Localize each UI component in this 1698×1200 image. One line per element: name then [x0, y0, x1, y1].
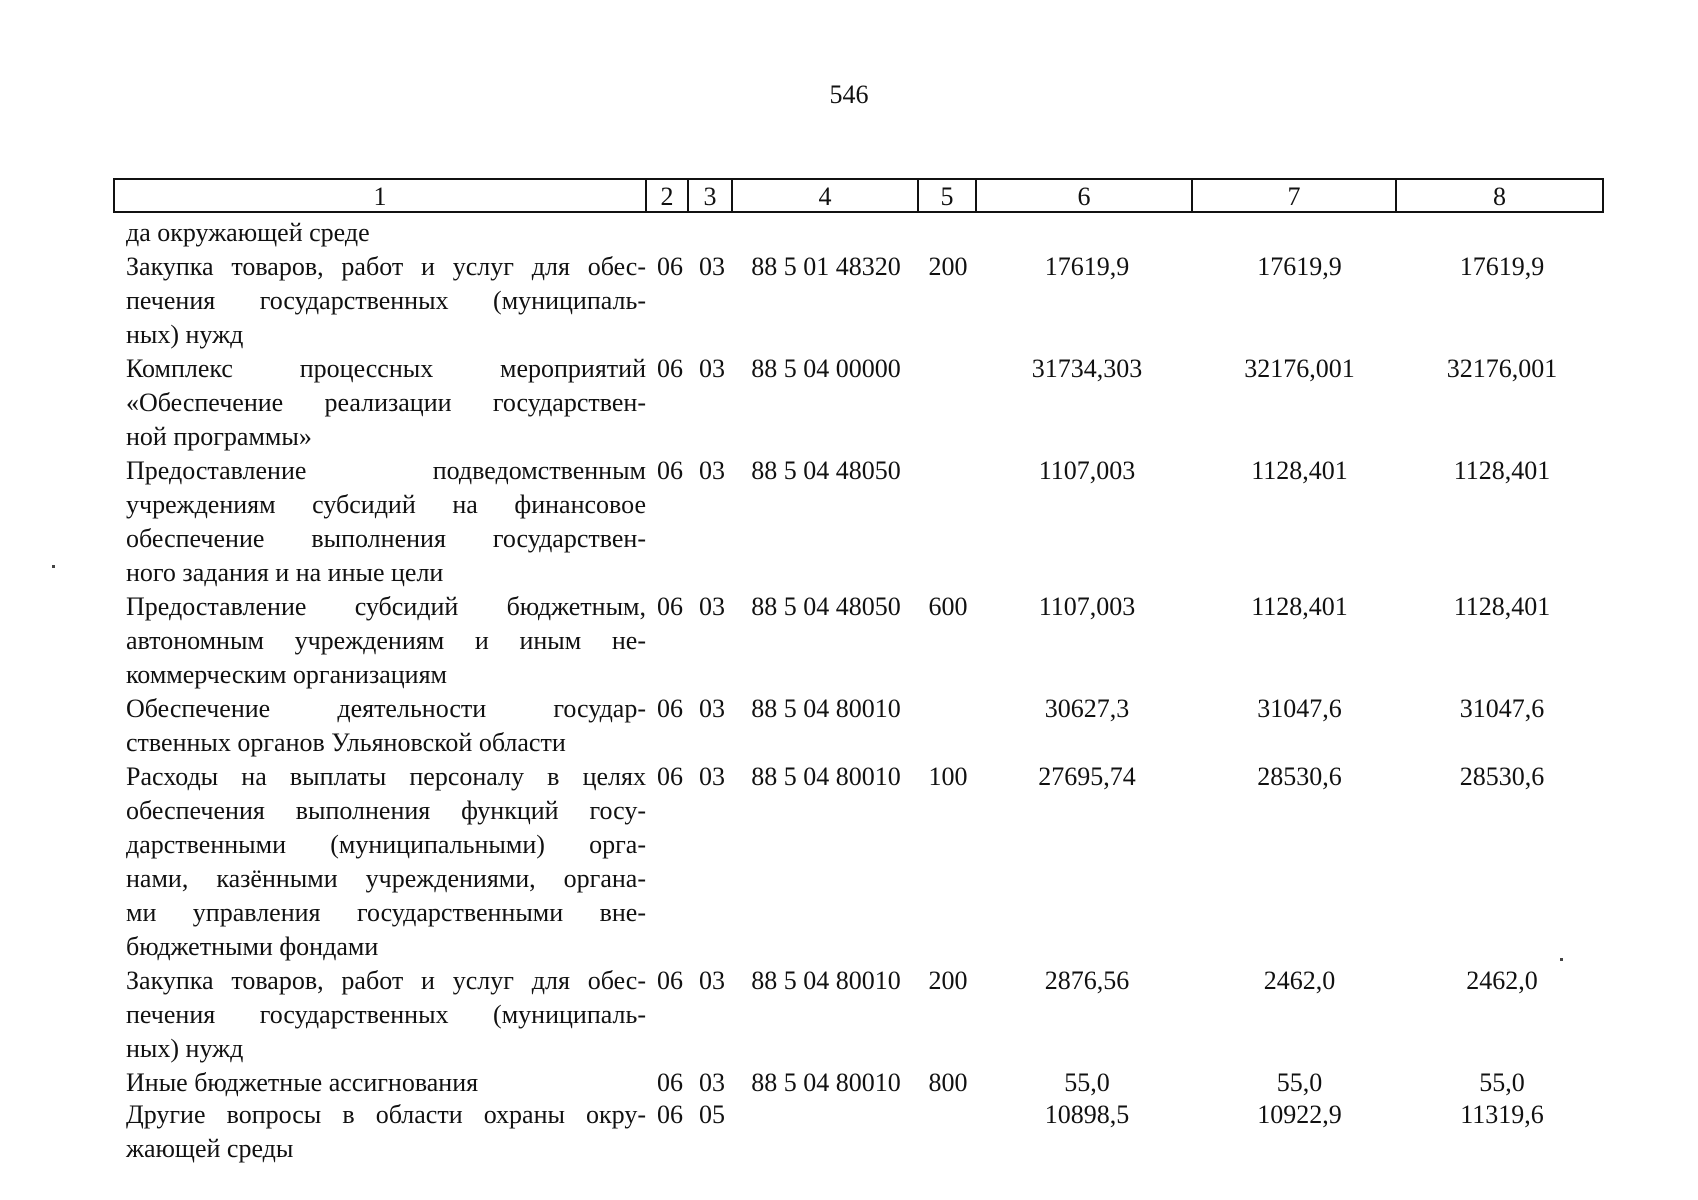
- row-col-6: 1107,003: [1038, 456, 1136, 485]
- row-desc-line: коммерческим организациям: [126, 660, 448, 689]
- header-col-4: 4: [733, 180, 919, 211]
- row-col-4: 88 5 04 48050: [751, 456, 901, 485]
- row-col-8: 2462,0: [1466, 966, 1538, 995]
- row-col-6: 2876,56: [1044, 966, 1130, 995]
- row-description: [126, 590, 646, 692]
- row-desc-line: печения государственных (муниципаль-: [126, 1000, 646, 1029]
- row-col-8: 32176,001: [1446, 354, 1558, 383]
- row-col-7: 28530,6: [1257, 762, 1342, 791]
- row-col-7: 55,0: [1276, 1068, 1323, 1097]
- row-desc-line: да окружающей среде: [126, 218, 370, 247]
- row-col-2: 06: [657, 252, 683, 281]
- row-col-2: 06: [657, 966, 683, 995]
- row-desc-line: нами, казёнными учреждениями, органа-: [126, 864, 646, 893]
- row-col-5: 100: [928, 762, 968, 791]
- row-desc-line: Другие вопросы в области охраны окру-: [126, 1100, 646, 1129]
- row-col-2: 06: [657, 1068, 683, 1097]
- row-description: [126, 454, 646, 590]
- row-desc-line: ных) нужд: [126, 1034, 244, 1063]
- row-col-3: 03: [699, 694, 725, 723]
- row-col-2: 06: [657, 762, 683, 791]
- row-desc-line: обеспечение выполнения государствен-: [126, 524, 646, 553]
- row-col-5: 200: [928, 966, 968, 995]
- row-col-2: 06: [657, 1100, 683, 1129]
- header-col-5: 5: [919, 180, 977, 211]
- row-desc-line: Комплекс процессных мероприятий: [126, 354, 646, 383]
- scan-speck: [1560, 958, 1563, 961]
- row-col-7: 17619,9: [1257, 252, 1342, 281]
- row-desc-line: ственных органов Ульяновской области: [126, 728, 566, 757]
- row-desc-line: ного задания и на иные цели: [126, 558, 444, 587]
- row-description: [126, 352, 646, 454]
- header-col-1: 1: [115, 180, 647, 211]
- row-col-5: 800: [928, 1068, 968, 1097]
- row-desc-line: «Обеспечение реализации государствен-: [126, 388, 646, 417]
- row-col-6: 27695,74: [1038, 762, 1136, 791]
- row-desc-line: учреждениям субсидий на финансовое: [126, 490, 646, 519]
- header-col-8: 8: [1493, 182, 1506, 211]
- header-col-6: 6: [977, 180, 1193, 211]
- scan-speck: [52, 565, 55, 568]
- header-col-2: 2: [647, 180, 689, 211]
- row-description: [126, 250, 646, 352]
- row-description: [126, 216, 646, 250]
- row-col-7: 10922,9: [1257, 1100, 1342, 1129]
- row-col-7: 1128,401: [1251, 456, 1348, 485]
- row-desc-line: ми управления государственными вне-: [126, 898, 646, 927]
- row-desc-line: Обеспечение деятельности государ-: [126, 694, 646, 723]
- row-col-7: 32176,001: [1244, 354, 1355, 383]
- header-col-7: 7: [1193, 180, 1397, 211]
- row-desc-line: Расходы на выплаты персоналу в целях: [126, 762, 646, 791]
- row-col-4: 88 5 04 80010: [751, 694, 901, 723]
- row-col-4: 88 5 04 80010: [751, 762, 901, 791]
- row-desc-line: дарственными (муниципальными) орга-: [126, 830, 646, 859]
- row-col-3: 05: [699, 1100, 725, 1129]
- row-desc-line: ной программы»: [126, 422, 312, 451]
- row-col-8: 1128,401: [1453, 592, 1551, 621]
- row-col-4: 88 5 04 48050: [751, 592, 901, 621]
- row-col-7: 1128,401: [1251, 592, 1348, 621]
- row-col-3: 03: [699, 354, 725, 383]
- row-col-8: 31047,6: [1459, 694, 1545, 723]
- row-col-7: 2462,0: [1263, 966, 1336, 995]
- row-col-6: 10898,5: [1044, 1100, 1130, 1129]
- row-col-7: 31047,6: [1257, 694, 1342, 723]
- row-col-3: 03: [699, 966, 725, 995]
- row-col-3: 03: [699, 592, 725, 621]
- row-col-2: 06: [657, 456, 683, 485]
- row-desc-line: Предоставление подведомственным: [126, 456, 646, 485]
- row-col-6: 31734,303: [1031, 354, 1143, 383]
- row-col-3: 03: [699, 252, 725, 281]
- row-desc-line: автономным учреждениям и иным не-: [126, 626, 646, 655]
- row-description: [126, 692, 646, 760]
- row-desc-line: печения государственных (муниципаль-: [126, 286, 646, 315]
- row-col-8: 28530,6: [1459, 762, 1545, 791]
- row-description: [126, 1066, 646, 1100]
- row-description: [126, 760, 646, 964]
- row-col-4: 88 5 04 80010: [751, 966, 901, 995]
- table-header: [113, 178, 1604, 213]
- row-col-4: 88 5 04 80010: [751, 1068, 901, 1097]
- row-desc-line: обеспечения выполнения функций госу-: [126, 796, 646, 825]
- row-col-4: 88 5 01 48320: [751, 252, 901, 281]
- row-col-6: 30627,3: [1044, 694, 1130, 723]
- row-col-3: 03: [699, 1068, 725, 1097]
- row-col-2: 06: [657, 354, 683, 383]
- row-desc-line: Закупка товаров, работ и услуг для обес-: [126, 252, 646, 281]
- row-col-2: 06: [657, 694, 683, 723]
- row-desc-line: жающей среды: [126, 1134, 294, 1163]
- row-desc-line: Закупка товаров, работ и услуг для обес-: [126, 966, 646, 995]
- page-number: 546: [829, 80, 869, 109]
- row-col-6: 17619,9: [1044, 252, 1130, 281]
- row-description: [126, 964, 646, 1066]
- row-description: [126, 1098, 646, 1166]
- row-col-5: 200: [928, 252, 968, 281]
- row-desc-line: бюджетными фондами: [126, 932, 379, 961]
- row-desc-line: Иные бюджетные ассигнования: [126, 1068, 479, 1097]
- row-col-2: 06: [657, 592, 683, 621]
- row-desc-line: ных) нужд: [126, 320, 244, 349]
- row-col-8: 17619,9: [1459, 252, 1545, 281]
- row-col-6: 55,0: [1064, 1068, 1110, 1097]
- row-col-8: 1128,401: [1453, 456, 1551, 485]
- row-desc-line: Предоставление субсидий бюджетным,: [126, 592, 646, 621]
- header-col-3: 3: [689, 180, 733, 211]
- row-col-6: 1107,003: [1038, 592, 1136, 621]
- row-col-3: 03: [699, 762, 725, 791]
- row-col-4: 88 5 04 00000: [751, 354, 901, 383]
- row-col-8: 11319,6: [1460, 1100, 1544, 1129]
- row-col-3: 03: [699, 456, 725, 485]
- row-col-8: 55,0: [1479, 1068, 1525, 1097]
- row-col-5: 600: [928, 592, 968, 621]
